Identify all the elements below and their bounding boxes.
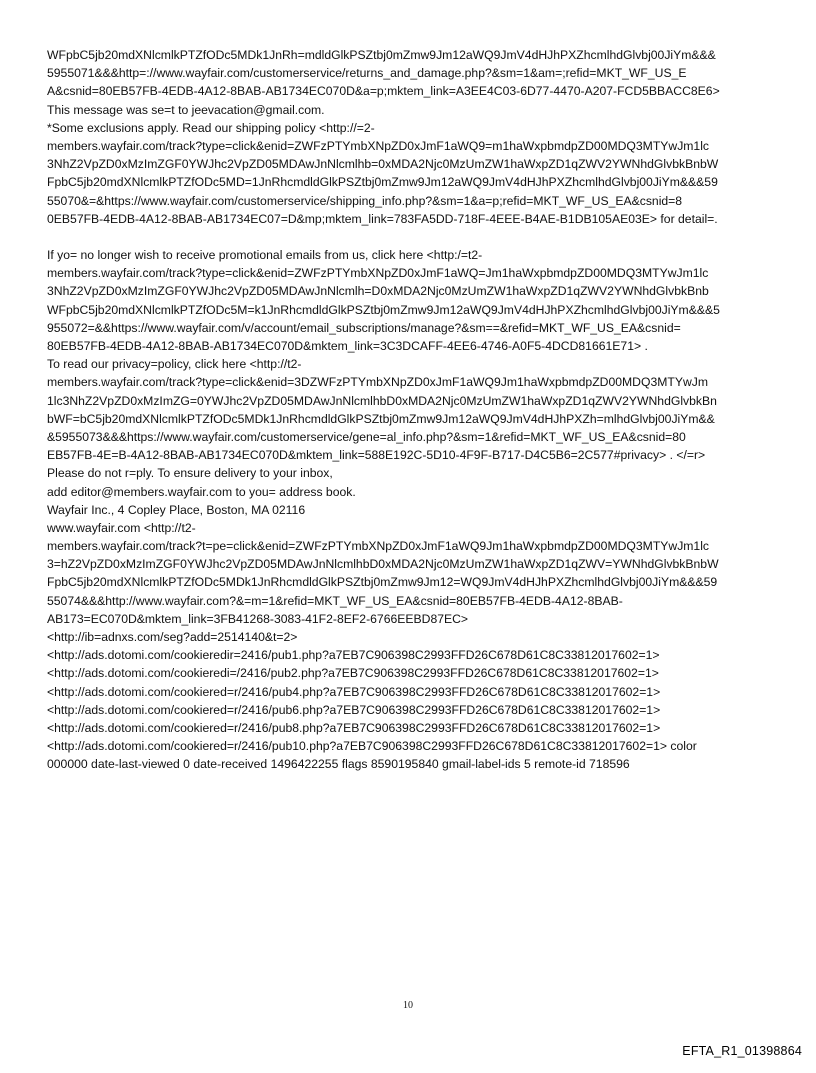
bates-number: EFTA_R1_01398864 xyxy=(682,1044,802,1058)
text-line: WFpbC5jb20mdXNlcmlkPTZfODc5M=k1JnRhcmdldGlkPSZtbj0mZmw9Jm12aWQ9JmV4dHJhPXZhcmlhdGlvbj00JiYm&&&5 xyxy=(47,302,720,317)
text-line: This message was se=t to jeevacation@gmail.com. xyxy=(47,102,325,117)
text-line: members.wayfair.com/track?t=pe=click&enid=ZWFzPTYmbXNpZD0xJmF1aWQ9Jm1haWxpbmdpZD00MDQ3MTYwJm1lc xyxy=(47,539,710,554)
text-line: 3NhZ2VpZD0xMzImZGF0YWJhc2VpZD05MDAwJnNlcmlh=D0xMDA2Njc0MzUmZW1haWxpZD1qZWV2YWNhdGlvbkBnb xyxy=(47,284,709,299)
email-body-text xyxy=(47,46,777,774)
text-line: 000000 date-last-viewed 0 date-received 1496422255 flags 8590195840 gmail-label-ids 5 remote-id 718596 xyxy=(47,757,630,772)
text-line: EB57FB-4E=B-4A12-8BAB-AB1734EC070D&mktem_link=588E192C-5D10-4F9F-B717-D4C5B6=2C577#privacy> . </=r> xyxy=(47,448,706,463)
text-line: members.wayfair.com/track?type=click&enid=ZWFzPTYmbXNpZD0xJmF1aWQ=Jm1haWxpbmdpZD00MDQ3MTYwJm1lc xyxy=(47,266,709,281)
text-line: 55074&&&http://www.wayfair.com?&=m=1&refid=MKT_WF_US_EA&csnid=80EB57FB-4EDB-4A12-8BAB- xyxy=(47,593,623,608)
text-line: FpbC5jb20mdXNlcmlkPTZfODc5MDk1JnRhcmdldGlkPSZtbj0mZmw9Jm12=WQ9JmV4dHJhPXZhcmlhdGlvbj00JiYm&&&59 xyxy=(47,575,718,590)
text-line: &5955073&&&https://www.wayfair.com/customerservice/gene=al_info.php?&sm=1&refid=MKT_WF_US_EA&csnid=80 xyxy=(47,429,686,444)
blank-line xyxy=(47,228,777,246)
text-line: 955072=&&https://www.wayfair.com/v/account/email_subscriptions/manage?&sm==&refid=MKT_WF_US_EA&csnid= xyxy=(47,320,681,335)
text-line: <http://ib=adnxs.com/seg?add=2514140&t=2> xyxy=(47,630,298,644)
text-line: add editor@members.wayfair.com to you= address book. xyxy=(47,484,356,499)
text-line: If yo= no longer wish to receive promotional emails from us, click here <http:/=t2- xyxy=(47,248,483,263)
text-line: members.wayfair.com/track?type=click&enid=ZWFzPTYmbXNpZD0xJmF1aWQ9=m1haWxpbmdpZD00MDQ3MTYwJm1lc xyxy=(47,138,710,153)
text-line: WFpbC5jb20mdXNlcmlkPTZfODc5MDk1JnRh=mdldGlkPSZtbj0mZmw9Jm12aWQ9JmV4dHJhPXZhcmlhdGlvbj00JiYm&&& xyxy=(47,48,716,62)
text-line: bWF=bC5jb20mdXNlcmlkPTZfODc5MDk1JnRhcmdldGlkPSZtbj0mZmw9Jm12aWQ9JmV4dHJhPXZh=mlhdGlvbj00JiYm&& xyxy=(47,411,715,426)
text-line: members.wayfair.com/track?type=click&enid=3DZWFzPTYmbXNpZD0xJmF1aWQ9Jm1haWxpbmdpZD00MDQ3MTYwJm xyxy=(47,375,708,390)
text-line: <http://ads.dotomi.com/cookiered=r/2416/pub6.php?a7EB7C906398C2993FFD26C678D61C8C33812017602=1> xyxy=(47,702,661,717)
text-line: <http://ads.dotomi.com/cookiered=r/2416/pub4.php?a7EB7C906398C2993FFD26C678D61C8C33812017602=1> xyxy=(47,684,661,699)
page-number: 10 xyxy=(403,1000,413,1011)
text-line: 5955071&&&http=://www.wayfair.com/customerservice/returns_and_damage.php?&sm=1&am=;refid=MKT_WF_US_E xyxy=(47,66,687,81)
text-line: www.wayfair.com <http://t2- xyxy=(47,520,196,535)
text-line: 55070&=&https://www.wayfair.com/customerservice/shipping_info.php?&sm=1&a=p;refid=MKT_WF_US_EA&csnid=8 xyxy=(47,193,683,208)
text-line: AB173=EC070D&mktem_link=3FB41268-3083-41F2-8EF2-6766EEBD87EC> xyxy=(47,611,469,626)
text-line: 0EB57FB-4EDB-4A12-8BAB-AB1734EC07=D&mp;mktem_link=783FA5DD-718F-4EEE-B4AE-B1DB105AE03E> for detail=. xyxy=(47,211,718,226)
text-line: <http://ads.dotomi.com/cookiered=r/2416/pub8.php?a7EB7C906398C2993FFD26C678D61C8C33812017602=1> xyxy=(47,720,661,735)
text-line: To read our privacy=policy, click here <http://t2- xyxy=(47,357,302,372)
text-line: 80EB57FB-4EDB-4A12-8BAB-AB1734EC070D&mktem_link=3C3DCAFF-4EE6-4746-A0F5-4DCD81661E71> . xyxy=(47,339,648,353)
text-line: <http://ads.dotomi.com/cookiered=r/2416/pub10.php?a7EB7C906398C2993FFD26C678D61C8C33812017602=1> color xyxy=(47,739,697,754)
text-line: FpbC5jb20mdXNlcmlkPTZfODc5MD=1JnRhcmdldGlkPSZtbj0mZmw9Jm12aWQ9JmV4dHJhPXZhcmlhdGlvbj00JiYm&&&59 xyxy=(47,175,718,190)
text-line: Please do not r=ply. To ensure delivery to your inbox, xyxy=(47,466,333,481)
text-line: <http://ads.dotomi.com/cookieredi=/2416/pub2.php?a7EB7C906398C2993FFD26C678D61C8C33812017602=1> xyxy=(47,666,659,681)
text-line: 3NhZ2VpZD0xMzImZGF0YWJhc2VpZD05MDAwJnNlcmlhb=0xMDA2Njc0MzUmZW1haWxpZD1qZWV2YWNhdGlvbkBnbW xyxy=(47,157,719,172)
text-line: A&csnid=80EB57FB-4EDB-4A12-8BAB-AB1734EC070D&a=p;mktem_link=A3EE4C03-6D77-4470-A207-FCD5BBACC8E6> xyxy=(47,84,720,99)
text-line: 1lc3NhZ2VpZD0xMzImZG=0YWJhc2VpZD05MDAwJnNlcmlhbD0xMDA2Njc0MzUmZW1haWxpZD1qZWV2YWNhdGlvbkBn xyxy=(47,393,717,408)
text-line: Wayfair Inc., 4 Copley Place, Boston, MA 02116 xyxy=(47,502,306,517)
text-line: *Some exclusions apply. Read our shipping policy <http://=2- xyxy=(47,120,375,135)
text-line: 3=hZ2VpZD0xMzImZGF0YWJhc2VpZD05MDAwJnNlcmlhbD0xMDA2Njc0MzUmZW1haWxpZD1qZWV=YWNhdGlvbkBnbW xyxy=(47,557,719,572)
text-line: <http://ads.dotomi.com/cookieredir=2416/pub1.php?a7EB7C906398C2993FFD26C678D61C8C33812017602=1> xyxy=(47,648,660,663)
